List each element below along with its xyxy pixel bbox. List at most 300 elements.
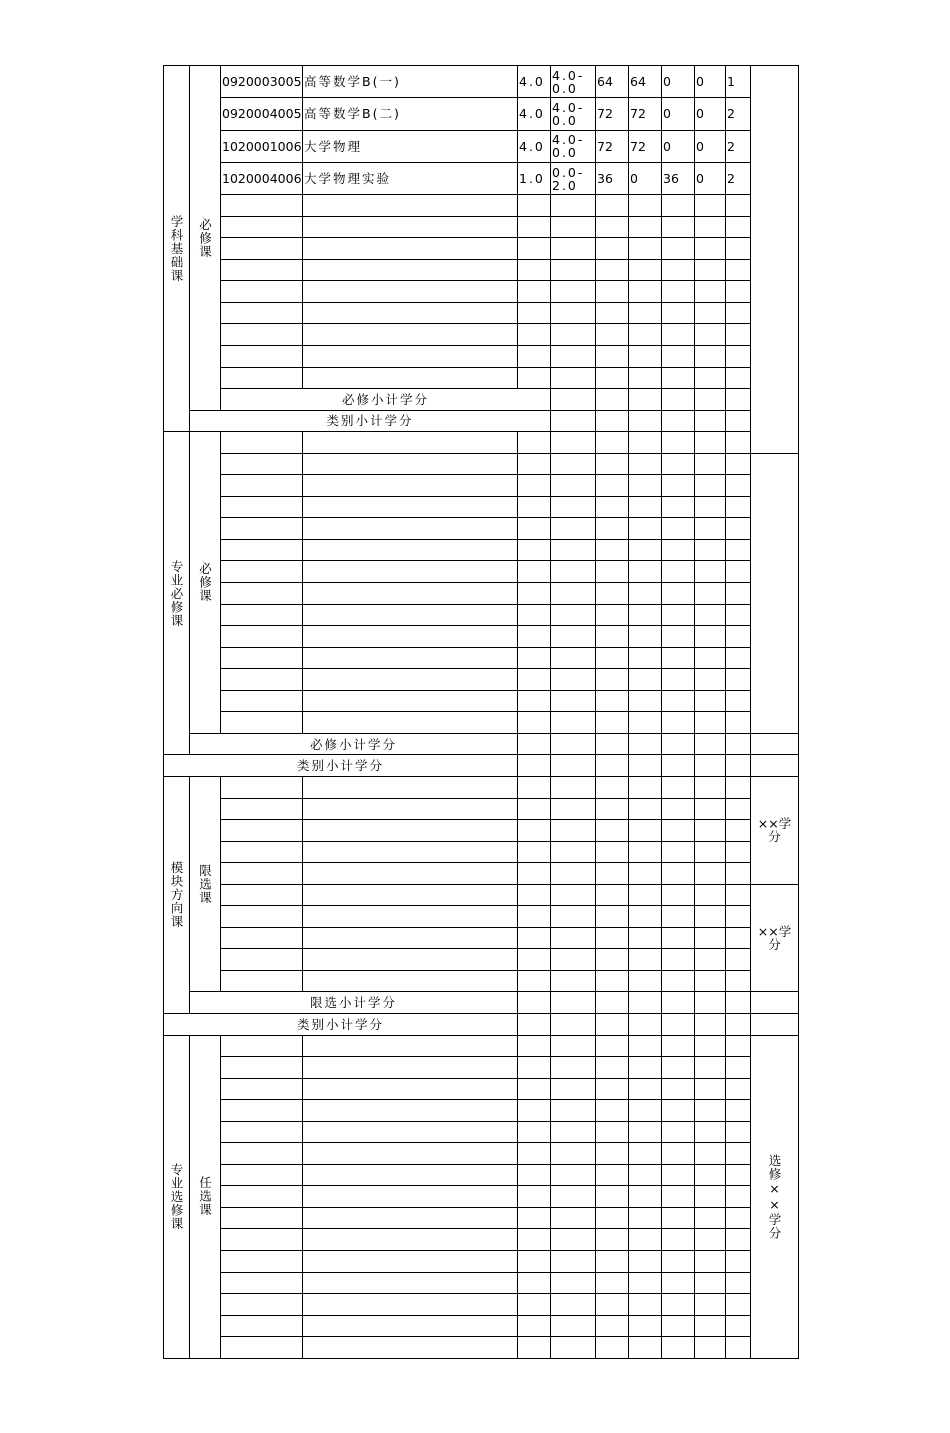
table-row bbox=[164, 1013, 799, 1035]
course-credit: 1.0 bbox=[518, 162, 551, 194]
empty-cell bbox=[596, 410, 629, 432]
empty-cell bbox=[695, 1294, 726, 1316]
empty-cell bbox=[518, 626, 551, 648]
table-row bbox=[164, 259, 799, 281]
empty-cell bbox=[518, 281, 551, 303]
empty-cell bbox=[596, 216, 629, 238]
empty-cell bbox=[695, 346, 726, 368]
empty-cell bbox=[596, 453, 629, 475]
empty-cell bbox=[629, 1207, 662, 1229]
empty-cell bbox=[518, 647, 551, 669]
empty-cell bbox=[596, 1143, 629, 1165]
empty-cell bbox=[695, 906, 726, 928]
empty-cell bbox=[518, 604, 551, 626]
empty-cell bbox=[596, 1272, 629, 1294]
empty-cell bbox=[551, 820, 596, 842]
empty-cell bbox=[662, 841, 695, 863]
empty-cell bbox=[518, 1337, 551, 1359]
empty-cell bbox=[303, 970, 518, 992]
empty-cell bbox=[662, 1207, 695, 1229]
credit-requirement-note: ××学分 bbox=[751, 776, 799, 884]
empty-cell bbox=[726, 776, 751, 798]
empty-cell bbox=[695, 970, 726, 992]
empty-cell bbox=[726, 863, 751, 885]
empty-cell bbox=[695, 1035, 726, 1057]
empty-cell bbox=[695, 302, 726, 324]
empty-cell bbox=[695, 1272, 726, 1294]
empty-cell bbox=[629, 863, 662, 885]
course-ratio: 4.0- 0.0 bbox=[551, 130, 596, 162]
empty-cell bbox=[221, 712, 303, 734]
empty-cell bbox=[662, 1229, 695, 1251]
empty-cell bbox=[518, 1229, 551, 1251]
empty-cell bbox=[596, 389, 629, 411]
empty-cell bbox=[551, 992, 596, 1014]
empty-cell bbox=[629, 1250, 662, 1272]
empty-cell bbox=[726, 1207, 751, 1229]
empty-cell bbox=[695, 626, 726, 648]
empty-cell bbox=[695, 690, 726, 712]
empty-cell bbox=[629, 604, 662, 626]
empty-cell bbox=[726, 841, 751, 863]
empty-cell bbox=[726, 1294, 751, 1316]
empty-cell bbox=[662, 1057, 695, 1079]
empty-cell bbox=[726, 410, 751, 432]
course-ratio: 4.0- 0.0 bbox=[551, 66, 596, 98]
category-label: 专业选修课 bbox=[164, 1035, 190, 1358]
empty-cell bbox=[551, 626, 596, 648]
empty-cell bbox=[303, 216, 518, 238]
empty-cell bbox=[518, 1207, 551, 1229]
empty-cell bbox=[726, 906, 751, 928]
empty-cell bbox=[221, 906, 303, 928]
category-label: 模块方向课 bbox=[164, 776, 190, 1013]
empty-cell bbox=[303, 1272, 518, 1294]
empty-cell bbox=[662, 496, 695, 518]
empty-cell bbox=[726, 927, 751, 949]
empty-cell bbox=[662, 863, 695, 885]
empty-cell bbox=[551, 367, 596, 389]
empty-cell bbox=[662, 1164, 695, 1186]
empty-cell bbox=[518, 453, 551, 475]
empty-cell bbox=[303, 238, 518, 260]
empty-cell bbox=[726, 992, 751, 1014]
empty-cell bbox=[695, 733, 726, 755]
empty-cell bbox=[221, 453, 303, 475]
empty-cell bbox=[596, 690, 629, 712]
empty-cell bbox=[551, 604, 596, 626]
empty-cell bbox=[695, 949, 726, 971]
empty-cell bbox=[518, 475, 551, 497]
course-hours: 64 bbox=[596, 66, 629, 98]
empty-cell bbox=[662, 949, 695, 971]
empty-cell bbox=[726, 281, 751, 303]
empty-cell bbox=[726, 970, 751, 992]
required-subtotal-label: 必修小计学分 bbox=[221, 389, 551, 411]
empty-cell bbox=[726, 690, 751, 712]
empty-cell bbox=[303, 1143, 518, 1165]
empty-cell bbox=[662, 302, 695, 324]
empty-cell bbox=[518, 927, 551, 949]
empty-cell bbox=[596, 798, 629, 820]
table-row bbox=[164, 496, 799, 518]
empty-cell bbox=[629, 539, 662, 561]
empty-cell bbox=[518, 346, 551, 368]
empty-cell bbox=[726, 432, 751, 454]
empty-cell bbox=[518, 884, 551, 906]
empty-cell bbox=[596, 496, 629, 518]
empty-cell bbox=[518, 259, 551, 281]
empty-cell bbox=[662, 604, 695, 626]
course-code: 0920003005 bbox=[221, 66, 303, 98]
course-code: 1020004006 bbox=[221, 162, 303, 194]
empty-cell bbox=[518, 820, 551, 842]
empty-cell bbox=[303, 841, 518, 863]
empty-cell bbox=[596, 927, 629, 949]
empty-cell bbox=[629, 1315, 662, 1337]
table-row bbox=[164, 1100, 799, 1122]
empty-cell bbox=[518, 970, 551, 992]
empty-cell bbox=[662, 647, 695, 669]
empty-cell bbox=[695, 863, 726, 885]
empty-cell bbox=[662, 238, 695, 260]
empty-cell bbox=[518, 1186, 551, 1208]
course-lecture-hours: 64 bbox=[629, 66, 662, 98]
empty-cell bbox=[596, 1121, 629, 1143]
course-ratio: 0.0- 2.0 bbox=[551, 162, 596, 194]
empty-cell bbox=[551, 346, 596, 368]
empty-cell bbox=[662, 626, 695, 648]
empty-cell bbox=[629, 626, 662, 648]
empty-cell bbox=[726, 346, 751, 368]
empty-cell bbox=[221, 690, 303, 712]
empty-cell bbox=[629, 949, 662, 971]
empty-cell bbox=[629, 798, 662, 820]
empty-cell bbox=[629, 216, 662, 238]
empty-cell bbox=[726, 1035, 751, 1057]
empty-cell bbox=[551, 712, 596, 734]
empty-cell bbox=[695, 669, 726, 691]
empty-cell bbox=[695, 1186, 726, 1208]
empty-cell bbox=[629, 690, 662, 712]
table-row bbox=[164, 1272, 799, 1294]
course-lecture-hours: 72 bbox=[629, 130, 662, 162]
empty-cell bbox=[221, 259, 303, 281]
table-row bbox=[164, 195, 799, 217]
empty-cell bbox=[551, 1078, 596, 1100]
required-subtotal-label: 必修小计学分 bbox=[190, 733, 518, 755]
table-row bbox=[164, 1294, 799, 1316]
empty-cell bbox=[629, 820, 662, 842]
empty-cell bbox=[695, 281, 726, 303]
empty-cell bbox=[596, 1186, 629, 1208]
empty-cell bbox=[551, 1294, 596, 1316]
empty-cell bbox=[596, 1057, 629, 1079]
empty-cell bbox=[695, 367, 726, 389]
table-row bbox=[164, 733, 799, 755]
empty-cell bbox=[596, 820, 629, 842]
table-row bbox=[164, 453, 799, 475]
table-row bbox=[164, 432, 799, 454]
empty-cell bbox=[596, 1229, 629, 1251]
empty-cell bbox=[551, 884, 596, 906]
empty-cell bbox=[303, 1229, 518, 1251]
empty-cell bbox=[662, 1250, 695, 1272]
table-row bbox=[164, 884, 799, 906]
course-lecture-hours: 0 bbox=[629, 162, 662, 194]
empty-cell bbox=[518, 1294, 551, 1316]
empty-cell bbox=[221, 1035, 303, 1057]
empty-cell bbox=[221, 367, 303, 389]
table-row bbox=[164, 1121, 799, 1143]
empty-cell bbox=[551, 302, 596, 324]
table-row bbox=[164, 604, 799, 626]
empty-cell bbox=[221, 1186, 303, 1208]
empty-cell bbox=[518, 906, 551, 928]
table-row bbox=[164, 1057, 799, 1079]
course-ratio: 4.0- 0.0 bbox=[551, 98, 596, 130]
empty-cell bbox=[518, 949, 551, 971]
empty-cell bbox=[221, 647, 303, 669]
table-row bbox=[164, 798, 799, 820]
empty-cell bbox=[726, 733, 751, 755]
empty-cell bbox=[629, 1294, 662, 1316]
empty-cell bbox=[662, 389, 695, 411]
empty-cell bbox=[695, 776, 726, 798]
course-practice-hours: 0 bbox=[695, 130, 726, 162]
empty-cell bbox=[751, 733, 799, 755]
empty-cell bbox=[596, 863, 629, 885]
empty-cell bbox=[629, 518, 662, 540]
empty-cell bbox=[303, 475, 518, 497]
empty-cell bbox=[726, 1164, 751, 1186]
empty-cell bbox=[303, 583, 518, 605]
table-row bbox=[164, 1035, 799, 1057]
empty-cell bbox=[662, 927, 695, 949]
empty-cell bbox=[726, 647, 751, 669]
empty-cell bbox=[662, 1186, 695, 1208]
course-credit: 4.0 bbox=[518, 98, 551, 130]
empty-cell bbox=[303, 302, 518, 324]
empty-cell bbox=[518, 1164, 551, 1186]
empty-cell bbox=[662, 1078, 695, 1100]
empty-cell bbox=[596, 539, 629, 561]
empty-cell bbox=[221, 1229, 303, 1251]
empty-cell bbox=[551, 195, 596, 217]
empty-cell bbox=[751, 755, 799, 777]
empty-cell bbox=[551, 561, 596, 583]
empty-cell bbox=[551, 389, 596, 411]
course-name: 高等数学B(一) bbox=[303, 66, 518, 98]
empty-cell bbox=[629, 561, 662, 583]
empty-cell bbox=[695, 798, 726, 820]
empty-cell bbox=[726, 302, 751, 324]
table-row bbox=[164, 626, 799, 648]
empty-cell bbox=[629, 432, 662, 454]
empty-cell bbox=[726, 238, 751, 260]
empty-cell bbox=[551, 475, 596, 497]
empty-cell bbox=[726, 798, 751, 820]
empty-cell bbox=[596, 561, 629, 583]
empty-cell bbox=[518, 733, 551, 755]
empty-cell bbox=[518, 1057, 551, 1079]
table-row bbox=[164, 389, 799, 411]
course-practice-hours: 0 bbox=[695, 162, 726, 194]
empty-cell bbox=[695, 259, 726, 281]
empty-cell bbox=[221, 195, 303, 217]
course-type-label: 必修课 bbox=[190, 432, 221, 734]
table-row bbox=[164, 820, 799, 842]
empty-cell bbox=[751, 992, 799, 1014]
empty-cell bbox=[596, 626, 629, 648]
table-row bbox=[164, 1207, 799, 1229]
category-subtotal-label: 类别小计学分 bbox=[164, 755, 518, 777]
empty-cell bbox=[518, 302, 551, 324]
course-name: 大学物理实验 bbox=[303, 162, 518, 194]
empty-cell bbox=[551, 238, 596, 260]
empty-cell bbox=[596, 302, 629, 324]
empty-cell bbox=[551, 776, 596, 798]
empty-cell bbox=[303, 1337, 518, 1359]
course-lecture-hours: 72 bbox=[629, 98, 662, 130]
empty-cell bbox=[518, 755, 551, 777]
empty-cell bbox=[726, 755, 751, 777]
empty-cell bbox=[303, 927, 518, 949]
empty-cell bbox=[629, 1337, 662, 1359]
empty-cell bbox=[221, 1121, 303, 1143]
table-row bbox=[164, 647, 799, 669]
empty-cell bbox=[518, 367, 551, 389]
empty-cell bbox=[629, 259, 662, 281]
empty-cell bbox=[596, 432, 629, 454]
course-practice-hours: 0 bbox=[695, 66, 726, 98]
empty-cell bbox=[695, 453, 726, 475]
empty-cell bbox=[629, 992, 662, 1014]
empty-cell bbox=[726, 604, 751, 626]
empty-cell bbox=[518, 1272, 551, 1294]
empty-cell bbox=[221, 927, 303, 949]
empty-cell bbox=[662, 1294, 695, 1316]
empty-cell bbox=[596, 992, 629, 1014]
empty-cell bbox=[303, 1057, 518, 1079]
empty-cell bbox=[726, 1143, 751, 1165]
empty-cell bbox=[726, 626, 751, 648]
empty-cell bbox=[518, 238, 551, 260]
empty-cell bbox=[726, 367, 751, 389]
course-type-label: 限选课 bbox=[190, 776, 221, 991]
empty-cell bbox=[596, 259, 629, 281]
empty-cell bbox=[518, 992, 551, 1014]
empty-cell bbox=[303, 626, 518, 648]
empty-cell bbox=[596, 1250, 629, 1272]
empty-cell bbox=[518, 1250, 551, 1272]
empty-cell bbox=[518, 669, 551, 691]
credit-requirement-note: 选修××学分 bbox=[751, 1035, 799, 1358]
empty-cell bbox=[551, 1143, 596, 1165]
table-row bbox=[164, 712, 799, 734]
empty-cell bbox=[551, 1207, 596, 1229]
empty-cell bbox=[551, 539, 596, 561]
empty-cell bbox=[551, 1272, 596, 1294]
empty-cell bbox=[629, 884, 662, 906]
empty-cell bbox=[629, 324, 662, 346]
empty-cell bbox=[518, 561, 551, 583]
note-cell bbox=[751, 66, 799, 454]
empty-cell bbox=[221, 1337, 303, 1359]
table-row bbox=[164, 367, 799, 389]
empty-cell bbox=[726, 561, 751, 583]
empty-cell bbox=[518, 841, 551, 863]
empty-cell bbox=[695, 712, 726, 734]
empty-cell bbox=[221, 216, 303, 238]
empty-cell bbox=[662, 432, 695, 454]
empty-cell bbox=[303, 1100, 518, 1122]
table-row bbox=[164, 324, 799, 346]
empty-cell bbox=[596, 346, 629, 368]
empty-cell bbox=[726, 539, 751, 561]
empty-cell bbox=[551, 1315, 596, 1337]
empty-cell bbox=[551, 863, 596, 885]
empty-cell bbox=[551, 1035, 596, 1057]
empty-cell bbox=[303, 1294, 518, 1316]
empty-cell bbox=[551, 733, 596, 755]
empty-cell bbox=[629, 410, 662, 432]
empty-cell bbox=[726, 195, 751, 217]
table-row bbox=[164, 238, 799, 260]
empty-cell bbox=[726, 518, 751, 540]
empty-cell bbox=[551, 453, 596, 475]
table-row bbox=[164, 776, 799, 798]
empty-cell bbox=[662, 1121, 695, 1143]
empty-cell bbox=[596, 238, 629, 260]
empty-cell bbox=[662, 518, 695, 540]
empty-cell bbox=[518, 776, 551, 798]
empty-cell bbox=[629, 970, 662, 992]
empty-cell bbox=[596, 1337, 629, 1359]
empty-cell bbox=[726, 1250, 751, 1272]
course-code: 1020001006 bbox=[221, 130, 303, 162]
empty-cell bbox=[629, 647, 662, 669]
table-row bbox=[164, 98, 799, 130]
empty-cell bbox=[303, 712, 518, 734]
table-row bbox=[164, 992, 799, 1014]
empty-cell bbox=[695, 539, 726, 561]
empty-cell bbox=[551, 798, 596, 820]
empty-cell bbox=[662, 1035, 695, 1057]
empty-cell bbox=[221, 346, 303, 368]
empty-cell bbox=[303, 604, 518, 626]
empty-cell bbox=[662, 367, 695, 389]
empty-cell bbox=[221, 539, 303, 561]
empty-cell bbox=[596, 1078, 629, 1100]
empty-cell bbox=[726, 1229, 751, 1251]
empty-cell bbox=[695, 389, 726, 411]
empty-cell bbox=[303, 820, 518, 842]
empty-cell bbox=[695, 324, 726, 346]
empty-cell bbox=[221, 1078, 303, 1100]
empty-cell bbox=[221, 669, 303, 691]
empty-cell bbox=[629, 1057, 662, 1079]
course-lab-hours: 0 bbox=[662, 130, 695, 162]
table-row bbox=[164, 475, 799, 497]
empty-cell bbox=[221, 820, 303, 842]
empty-cell bbox=[551, 1229, 596, 1251]
course-hours: 36 bbox=[596, 162, 629, 194]
table-row bbox=[164, 1164, 799, 1186]
course-hours: 72 bbox=[596, 98, 629, 130]
course-lab-hours: 0 bbox=[662, 98, 695, 130]
empty-cell bbox=[629, 712, 662, 734]
